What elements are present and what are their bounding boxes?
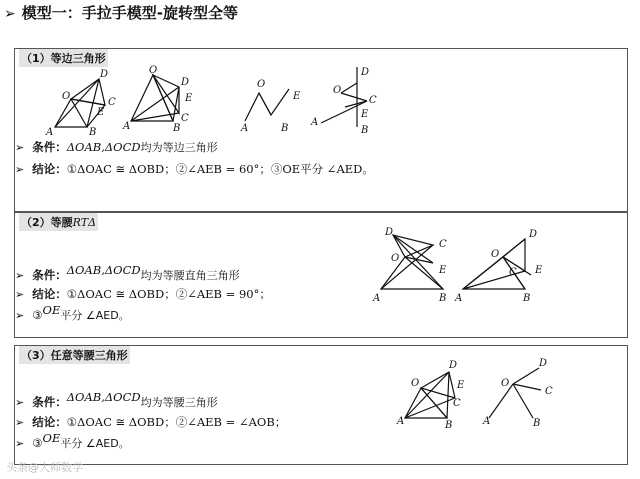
label-a: A (123, 121, 131, 132)
label-d: D (361, 67, 370, 78)
conclusion-line: ➢ 结论：①ΔOAC ≅ ΔOBD；②∠AEB = 90°； (15, 287, 271, 301)
label-e: E (293, 91, 301, 102)
figure-equilateral-2 (123, 65, 213, 149)
title-text: 模型一：手拉手模型-旋转型全等 (21, 4, 238, 22)
label-b: B (173, 123, 181, 134)
label-a: A (483, 416, 491, 427)
label-d: D (385, 227, 394, 238)
figure-isosceles-2 (483, 358, 563, 432)
condition-line: ➢ 条件：ΔOAB,ΔOCD均为等腰三角形 (15, 390, 218, 409)
label-e: E (457, 380, 465, 391)
section-equilateral (14, 48, 628, 212)
label-d: D (539, 358, 548, 369)
figure-isosceles-right-2 (455, 227, 555, 307)
label-d: D (100, 69, 109, 80)
label-o: O (333, 85, 342, 96)
label-a: A (455, 293, 463, 304)
bullet-icon: ➢ (15, 437, 25, 450)
bullet-icon: ➢ (15, 416, 25, 429)
label-o: O (62, 91, 71, 102)
label-e: E (439, 265, 447, 276)
label-o: O (149, 65, 158, 76)
conclusion-extra-line: ➢ ③OE平分 ∠AED。 (15, 431, 130, 450)
bullet-icon: ➢ (15, 288, 25, 301)
label-e: E (97, 107, 105, 118)
condition-line: ➢ 条件：ΔOAB,ΔOCD均为等腰直角三角形 (15, 263, 240, 282)
label-a: A (373, 293, 381, 304)
label-c: C (509, 267, 517, 278)
label-b: B (361, 125, 369, 136)
bullet-icon: ➢ (15, 269, 25, 282)
label-b: B (523, 293, 531, 304)
label-o: O (391, 253, 400, 264)
label-b: B (439, 293, 447, 304)
label-a: A (397, 416, 405, 427)
section-isosceles (14, 345, 628, 465)
figure-equilateral-4 (311, 63, 391, 143)
label-o: O (491, 249, 500, 260)
arrow-bullet-icon: ➢ (4, 6, 16, 22)
section-isosceles-right (14, 212, 628, 338)
label-o: O (501, 378, 510, 389)
label-a: A (311, 117, 319, 128)
bullet-icon: ➢ (15, 141, 25, 154)
label-c: C (108, 97, 116, 108)
label-c: C (545, 386, 553, 397)
label-b: B (281, 123, 289, 134)
section-header: （3）任意等腰三角形 (19, 346, 130, 364)
figure-equilateral-1 (45, 69, 125, 149)
section-header: （2）等腰RTΔ (19, 213, 98, 231)
bullet-icon: ➢ (15, 396, 25, 409)
figure-equilateral-3 (239, 69, 309, 149)
label-d: D (181, 77, 190, 88)
conclusion-extra-line: ➢ ③OE平分 ∠AED。 (15, 303, 130, 322)
label-a: A (46, 127, 54, 138)
label-e: E (361, 109, 369, 120)
label-b: B (89, 127, 97, 138)
section-header: （1）等边三角形 (19, 49, 108, 67)
label-o: O (411, 378, 420, 389)
label-c: C (439, 239, 447, 250)
conclusion-line: ➢ 结论：①ΔOAC ≅ ΔOBD；②∠AEB = ∠AOB； (15, 415, 287, 429)
label-o: O (257, 79, 266, 90)
label-c: C (453, 398, 461, 409)
label-e: E (185, 93, 193, 104)
label-b: B (445, 420, 453, 431)
page-title (4, 2, 238, 23)
condition-line: ➢ 条件：ΔOAB,ΔOCD均为等边三角形 (15, 140, 218, 154)
label-a: A (241, 123, 249, 134)
figure-isosceles-1 (397, 362, 477, 432)
conclusion-line: ➢ 结论：①ΔOAC ≅ ΔOBD；②∠AEB = 60°；③OE平分 ∠AED。 (15, 162, 374, 176)
label-c: C (369, 95, 377, 106)
watermark: 头条@大师数学 (6, 461, 83, 474)
label-c: C (181, 113, 189, 124)
label-e: E (535, 265, 543, 276)
label-d: D (529, 229, 538, 240)
label-d: D (449, 360, 458, 371)
bullet-icon: ➢ (15, 163, 25, 176)
label-b: B (533, 418, 541, 429)
bullet-icon: ➢ (15, 309, 25, 322)
